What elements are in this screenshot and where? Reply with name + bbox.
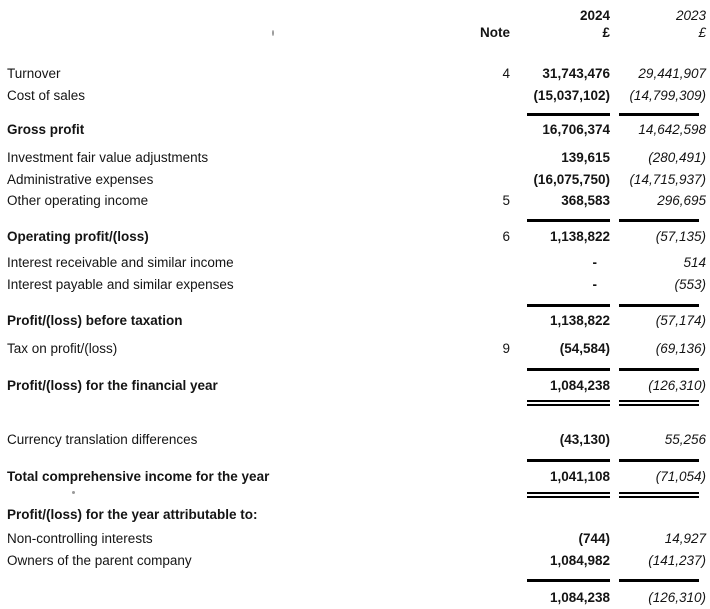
row-investment-fair-value [0, 150, 710, 165]
subtotal-rule-row [0, 219, 710, 222]
double-rule-2024 [527, 492, 610, 498]
line-item-label: Profit/(loss) for the financial year [7, 378, 218, 393]
value-2024: 1,084,982 [549, 553, 610, 568]
line-item-label: Non-controlling interests [7, 531, 153, 546]
value-2023: 55,256 [664, 432, 706, 447]
rule-cell [610, 368, 706, 371]
header-year-row [0, 8, 710, 23]
rule-cell [510, 579, 610, 582]
value-2023: (141,237) [648, 553, 706, 568]
note-ref: 9 [502, 341, 510, 356]
value-2024: 1,138,822 [549, 229, 610, 244]
value-2024: 1,138,822 [549, 313, 610, 328]
value-2023: (553) [674, 277, 706, 292]
single-rule-2024 [527, 368, 610, 371]
rule-cell [510, 219, 610, 222]
line-item-label: Administrative expenses [7, 172, 154, 187]
rule-cell [510, 304, 610, 307]
value-2023: (14,799,309) [629, 88, 706, 103]
total-double-rule-row [0, 492, 710, 498]
single-rule-2024 [527, 113, 610, 116]
line-item-label: Owners of the parent company [7, 553, 192, 568]
column-header-2024: 2024 [579, 8, 610, 23]
value-2024: (744) [578, 531, 610, 546]
subtotal-rule-row [0, 459, 710, 462]
line-item-label: Other operating income [7, 193, 149, 208]
value-2024: 139,615 [561, 150, 610, 165]
single-rule-2024 [527, 579, 610, 582]
value-2023: (71,054) [655, 469, 706, 484]
row-non-controlling-interests [0, 531, 710, 546]
total-double-rule-row [0, 400, 710, 406]
single-rule-2023 [619, 304, 699, 307]
row-profit-before-taxation [0, 313, 710, 328]
single-rule-2023 [619, 459, 699, 462]
row-other-operating-income [0, 193, 710, 208]
row-administrative-expenses [0, 172, 710, 187]
single-rule-2023 [619, 579, 699, 582]
currency-header-2024: £ [602, 25, 610, 40]
row-attributable-heading [0, 507, 710, 522]
row-operating-profit [0, 229, 710, 244]
line-item-label: Tax on profit/(loss) [7, 341, 118, 356]
rule-cell [610, 492, 706, 498]
column-header-2023: 2023 [675, 8, 706, 23]
line-item-label: Currency translation differences [7, 432, 198, 447]
value-2024: (15,037,102) [533, 88, 610, 103]
subtotal-rule-row [0, 579, 710, 582]
line-item-label: Investment fair value adjustments [7, 150, 209, 165]
line-item-label: Interest payable and similar expenses [7, 277, 234, 292]
value-2023: 296,695 [657, 193, 706, 208]
value-2023: 514 [683, 255, 706, 270]
line-item-label: Cost of sales [7, 88, 86, 103]
rule-cell [510, 400, 610, 406]
value-2023: (57,174) [655, 313, 706, 328]
value-2024: - [592, 255, 597, 270]
value-2024: 368,583 [561, 193, 610, 208]
rule-cell [610, 579, 706, 582]
rule-cell [510, 113, 610, 116]
value-2024: 16,706,374 [542, 122, 610, 137]
value-2023: (126,310) [648, 378, 706, 393]
rule-cell [610, 219, 706, 222]
row-tax-on-profit [0, 341, 710, 356]
rule-cell [610, 113, 706, 116]
line-item-label: Turnover [7, 66, 61, 81]
subtotal-rule-row [0, 113, 710, 116]
single-rule-2024 [527, 459, 610, 462]
value-2024: (16,075,750) [533, 172, 610, 187]
rule-cell [610, 400, 706, 406]
value-2023: (280,491) [648, 150, 706, 165]
value-2023: 14,642,598 [638, 122, 706, 137]
value-2024: (43,130) [559, 432, 610, 447]
row-interest-payable [0, 277, 710, 292]
value-2023: (69,136) [655, 341, 706, 356]
note-ref: 6 [502, 229, 510, 244]
single-rule-2024 [527, 304, 610, 307]
row-turnover [0, 66, 710, 81]
rule-cell [610, 304, 706, 307]
value-2024: 31,743,476 [542, 66, 610, 81]
value-2023: (57,135) [655, 229, 706, 244]
single-rule-2023 [619, 368, 699, 371]
row-owners-of-parent [0, 553, 710, 568]
subtotal-rule-row [0, 368, 710, 371]
value-2024: 1,084,238 [549, 590, 610, 605]
scan-artifact-dot [272, 30, 274, 36]
row-currency-translation [0, 432, 710, 447]
line-item-label: Total comprehensive income for the year [7, 469, 270, 484]
line-item-label: Gross profit [7, 122, 85, 137]
single-rule-2024 [527, 219, 610, 222]
rule-cell [510, 459, 610, 462]
value-2024: 1,041,108 [549, 469, 610, 484]
double-rule-2024 [527, 400, 610, 406]
rule-cell [610, 459, 706, 462]
double-rule-2023 [619, 492, 699, 498]
currency-header-2023: £ [698, 25, 706, 40]
row-total-comprehensive-income [0, 469, 710, 484]
row-gross-profit [0, 122, 710, 137]
value-2023: (126,310) [648, 590, 706, 605]
subtotal-rule-row [0, 304, 710, 307]
scan-artifact-dot [72, 491, 75, 494]
header-currency-row [0, 25, 710, 40]
section-heading: Profit/(loss) for the year attributable to: [7, 507, 258, 522]
value-2024: (54,584) [559, 341, 610, 356]
single-rule-2023 [619, 113, 699, 116]
value-2023: (14,715,937) [629, 172, 706, 187]
line-item-label: Profit/(loss) before taxation [7, 313, 183, 328]
line-item-label: Operating profit/(loss) [7, 229, 149, 244]
note-ref: 5 [502, 193, 510, 208]
row-interest-receivable [0, 255, 710, 270]
double-rule-2023 [619, 400, 699, 406]
row-cost-of-sales [0, 88, 710, 103]
note-ref: 4 [502, 66, 510, 81]
value-2024: 1,084,238 [549, 378, 610, 393]
value-2024: - [592, 277, 597, 292]
rule-cell [510, 492, 610, 498]
single-rule-2023 [619, 219, 699, 222]
note-column-header: Note [480, 25, 510, 40]
rule-cell [510, 368, 610, 371]
value-2023: 29,441,907 [638, 66, 706, 81]
row-attributable-total [0, 590, 710, 605]
row-profit-for-financial-year [0, 378, 710, 393]
line-item-label: Interest receivable and similar income [7, 255, 234, 270]
value-2023: 14,927 [664, 531, 706, 546]
